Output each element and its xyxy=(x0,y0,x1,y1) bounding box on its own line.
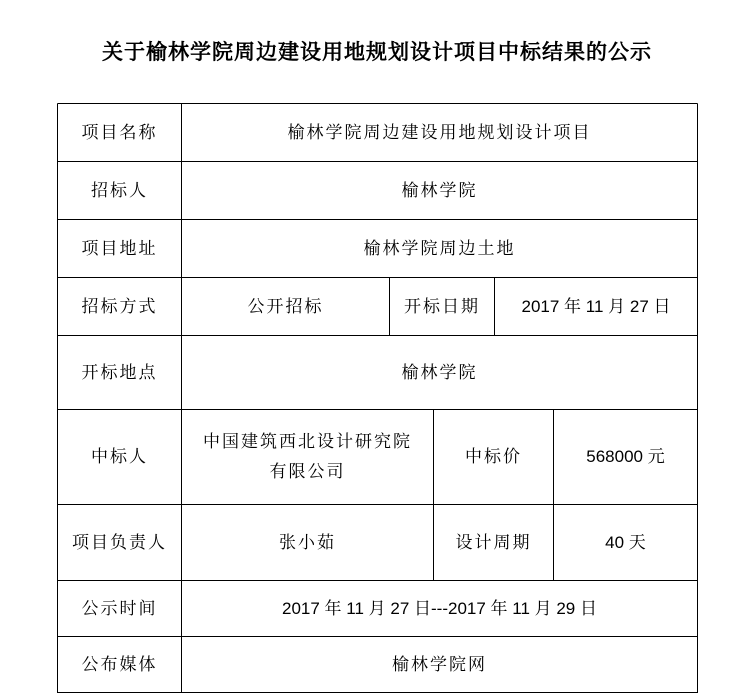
project-leader-label: 项目负责人 xyxy=(58,505,181,580)
design-period-value: 40 天 xyxy=(554,505,697,580)
price-value: 568000 元 xyxy=(554,410,697,504)
announce-time-value: 2017 年 11 月 27 日---2017 年 11 月 29 日 xyxy=(182,581,697,636)
announce-time-label: 公示时间 xyxy=(58,581,181,636)
tender-method-value: 公开招标 xyxy=(182,278,389,335)
project-name-label: 项目名称 xyxy=(58,104,181,161)
media-label: 公布媒体 xyxy=(58,637,181,692)
design-period-label: 设计周期 xyxy=(434,505,553,580)
opening-date-label: 开标日期 xyxy=(390,278,494,335)
winner-value: 中国建筑西北设计研究院有限公司 xyxy=(182,410,433,504)
project-address-label: 项目地址 xyxy=(58,220,181,277)
tenderer-value: 榆林学院 xyxy=(182,162,697,219)
project-address-value: 榆林学院周边土地 xyxy=(182,220,697,277)
project-name-value: 榆林学院周边建设用地规划设计项目 xyxy=(182,104,697,161)
tender-method-label: 招标方式 xyxy=(58,278,181,335)
media-value: 榆林学院网 xyxy=(182,637,697,692)
page-title: 关于榆林学院周边建设用地规划设计项目中标结果的公示 xyxy=(102,40,652,64)
opening-place-value: 榆林学院 xyxy=(182,336,697,409)
project-leader-value: 张小茹 xyxy=(182,505,433,580)
winner-label: 中标人 xyxy=(58,410,181,504)
opening-place-label: 开标地点 xyxy=(58,336,181,409)
tenderer-label: 招标人 xyxy=(58,162,181,219)
opening-date-value: 2017 年 11 月 27 日 xyxy=(495,278,697,335)
price-label: 中标价 xyxy=(434,410,553,504)
